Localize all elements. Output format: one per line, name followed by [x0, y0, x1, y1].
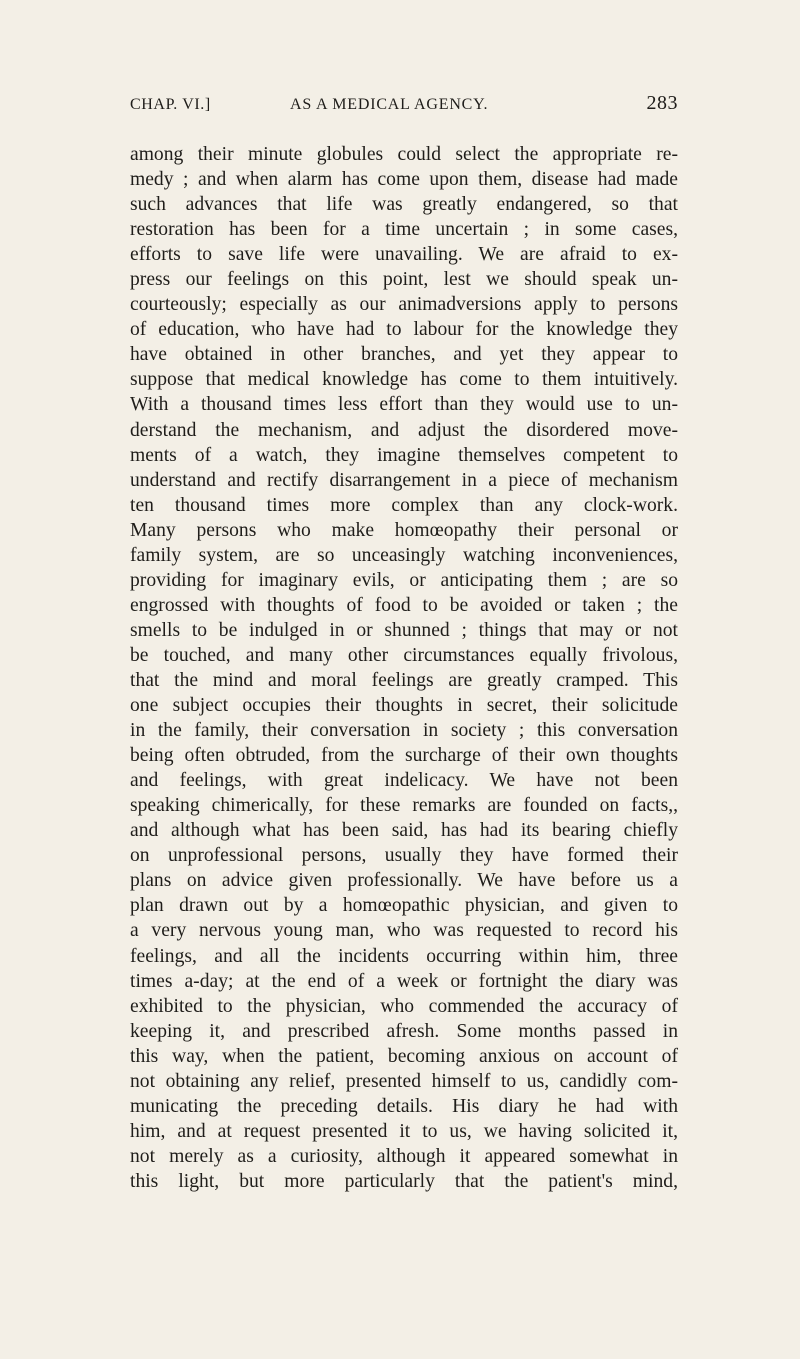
text-line: Many persons who make homœopathy their personal or — [130, 519, 678, 541]
text-line: a very nervous young man, who was requested to record his — [130, 920, 678, 942]
text-line: in the family, their conversation in society ; this conversation — [130, 720, 678, 742]
text-line: restoration has been for a time uncertain ; in some cases, — [130, 219, 678, 241]
text-line: not obtaining any relief, presented himself to us, candidly com- — [130, 1070, 678, 1092]
text-line: speaking chimerically, for these remarks are founded on facts,, — [130, 795, 678, 817]
text-line: engrossed with thoughts of food to be avoided or taken ; the — [130, 594, 678, 616]
text-line: feelings, and all the incidents occurring within him, three — [130, 945, 678, 967]
text-line: With a thousand times less effort than they would use to un- — [130, 394, 678, 416]
chapter-label: CHAP. VI.] — [130, 96, 211, 113]
text-line: keeping it, and prescribed afresh. Some months passed in — [130, 1020, 678, 1042]
text-line: on unprofessional persons, usually they have formed their — [130, 845, 678, 867]
text-line: understand and rectify disarrangement in a piece of mechanism — [130, 469, 678, 491]
text-line: such advances that life was greatly endangered, so that — [130, 194, 678, 216]
text-line: be touched, and many other circumstances equally frivolous, — [130, 644, 678, 666]
text-line: one subject occupies their thoughts in secret, their solicitude — [130, 695, 678, 717]
text-line: plans on advice given professionally. We have before us a — [130, 870, 678, 892]
text-line: this light, but more particularly that the patient's mind, — [130, 1170, 678, 1192]
text-line: among their minute globules could select the appropriate re- — [130, 144, 678, 165]
running-title: AS A MEDICAL AGENCY. — [290, 96, 489, 113]
text-line: suppose that medical knowledge has come to them intuitively. — [130, 369, 678, 391]
text-line: municating the preceding details. His diary he had with — [130, 1095, 678, 1117]
text-line: plan drawn out by a homœopathic physician, and given to — [130, 895, 678, 917]
text-line: times a-day; at the end of a week or fortnight the diary was — [130, 970, 678, 992]
text-line: providing for imaginary evils, or anticipating them ; are so — [130, 569, 678, 591]
text-line: smells to be indulged in or shunned ; things that may or not — [130, 619, 678, 641]
text-line: and feelings, with great indelicacy. We have not been — [130, 770, 678, 792]
text-line: have obtained in other branches, and yet they appear to — [130, 344, 678, 366]
page-number: 283 — [646, 92, 678, 114]
text-line: press our feelings on this point, lest we should speak un- — [130, 269, 678, 291]
text-line: ments of a watch, they imagine themselves competent to — [130, 444, 678, 466]
body-paragraph — [130, 142, 678, 1194]
text-line: exhibited to the physician, who commended the accuracy of — [130, 995, 678, 1017]
text-line: efforts to save life were unavailing. We are afraid to ex- — [130, 244, 678, 266]
text-line: not merely as a curiosity, although it appeared somewhat in — [130, 1145, 678, 1167]
text-line: that the mind and moral feelings are greatly cramped. This — [130, 669, 678, 691]
text-line: ten thousand times more complex than any clock-work. — [130, 494, 678, 516]
text-line: this way, when the patient, becoming anxious on account of — [130, 1045, 678, 1067]
text-line: and although what has been said, has had its bearing chiefly — [130, 820, 678, 842]
text-line: medy ; and when alarm has come upon them, disease had made — [130, 169, 678, 191]
text-line: of education, who have had to labour for the knowledge they — [130, 319, 678, 341]
text-line: derstand the mechanism, and adjust the disordered move- — [130, 419, 678, 441]
text-line: family system, are so unceasingly watching inconveniences, — [130, 544, 678, 566]
text-line: being often obtruded, from the surcharge of their own thoughts — [130, 745, 678, 767]
running-head — [130, 90, 678, 120]
text-line: courteously; especially as our animadversions apply to persons — [130, 294, 678, 316]
text-line: him, and at request presented it to us, we having solicited it, — [130, 1120, 678, 1142]
